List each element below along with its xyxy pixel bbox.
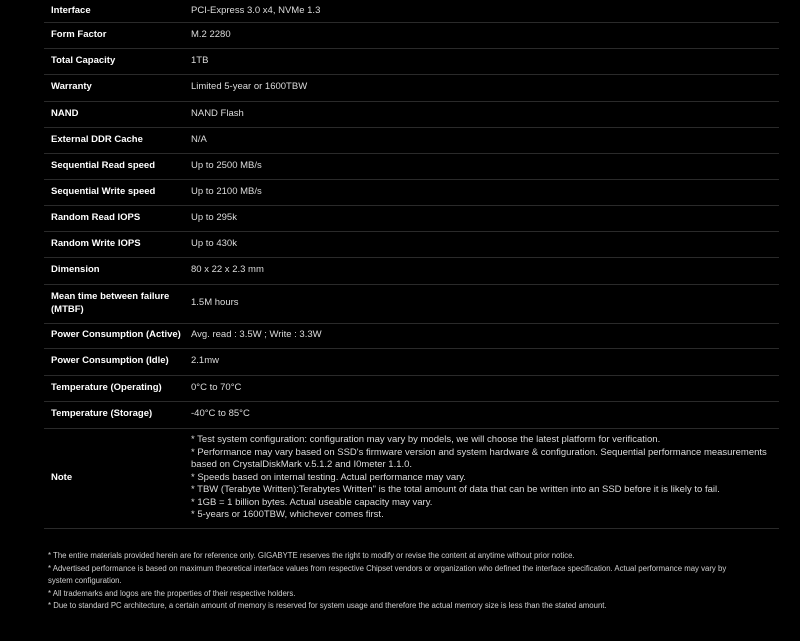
spec-value: Up to 2500 MB/s (191, 153, 779, 179)
spec-value: -40°C to 85°C (191, 401, 779, 428)
spec-row-mtbf (44, 284, 779, 323)
spec-value: 80 x 22 x 2.3 mm (191, 257, 779, 284)
spec-row-interface (44, 0, 779, 22)
spec-value: M.2 2280 (191, 22, 779, 48)
spec-label: Total Capacity (44, 48, 191, 74)
footnote: * Due to standard PC architecture, a certain amount of memory is reserved for system usage and therefore the actual memory size is less than the stated amount. (48, 601, 607, 610)
note-line: * Test system configuration: configuration may vary by models, we will choose the latest platform for verification. (191, 434, 661, 446)
spec-row-nand (44, 101, 779, 127)
footnote: * Advertised performance is based on maximum theoretical interface values from respective Chipset vendors or organization who defined the interface specification. Actual performance may vary by system configuration. (48, 563, 727, 585)
note-line: * 1GB = 1 billion bytes. Actual useable capacity may vary. (191, 496, 433, 508)
spec-label: External DDR Cache (44, 127, 191, 153)
spec-value: Limited 5-year or 1600TBW (191, 74, 779, 101)
spec-value: Up to 295k (191, 205, 779, 231)
spec-row-random-read-iops (44, 205, 779, 231)
spec-row-temperature-storage (44, 401, 779, 428)
spec-label: Interface (44, 0, 191, 22)
spec-label: Warranty (44, 74, 191, 101)
spec-row-sequential-write (44, 179, 779, 205)
footnote: * The entire materials provided herein are for reference only. GIGABYTE reserves the right to modify or revise the content at anytime without prior notice. (48, 551, 575, 560)
spec-label: Random Write IOPS (44, 231, 191, 257)
spec-label: Power Consumption (Idle) (44, 348, 191, 375)
spec-row-external-ddr-cache (44, 127, 779, 153)
spec-table (44, 0, 779, 529)
spec-value: Avg. read : 3.5W ; Write : 3.3W (191, 323, 779, 348)
spec-label: Sequential Read speed (44, 153, 191, 179)
spec-label: Sequential Write speed (44, 179, 191, 205)
spec-row-power-active (44, 323, 779, 348)
spec-value: 1TB (191, 48, 779, 74)
spec-row-sequential-read (44, 153, 779, 179)
spec-value: 1.5M hours (191, 284, 779, 323)
spec-row-note (44, 428, 779, 528)
spec-label: NAND (44, 101, 191, 127)
spec-value: N/A (191, 127, 779, 153)
spec-value: 0°C to 70°C (191, 375, 779, 401)
spec-label: Power Consumption (Active) (44, 323, 191, 348)
note-label: Note (44, 428, 191, 528)
spec-row-form-factor (44, 22, 779, 48)
note-content (191, 428, 779, 528)
spec-label: Mean time between failure (MTBF) (44, 284, 191, 323)
spec-label: Temperature (Operating) (44, 375, 191, 401)
footnote: * All trademarks and logos are the properties of their respective holders. (48, 588, 296, 598)
note-line: * Speeds based on internal testing. Actual performance may vary. (191, 471, 466, 483)
spec-value: 2.1mw (191, 348, 779, 375)
footnotes (48, 550, 748, 613)
note-line: * Performance may vary based on SSD's firmware version and system hardware & configuration. Sequential performance measurements based on CrystalDiskMark v.5.1.2 and I0meter 1.1.0. (191, 446, 767, 471)
spec-row-power-idle (44, 348, 779, 375)
spec-label: Form Factor (44, 22, 191, 48)
spec-label: Dimension (44, 257, 191, 284)
spec-value: PCI-Express 3.0 x4, NVMe 1.3 (191, 0, 779, 22)
spec-label: Random Read IOPS (44, 205, 191, 231)
spec-table-body (44, 0, 779, 528)
note-line: * 5-years or 1600TBW, whichever comes first. (191, 509, 384, 521)
spec-label: Temperature (Storage) (44, 401, 191, 428)
spec-value: NAND Flash (191, 101, 779, 127)
spec-value: Up to 430k (191, 231, 779, 257)
spec-row-total-capacity (44, 48, 779, 74)
note-line: * TBW (Terabyte Written):Terabytes Written" is the total amount of data that can be written into an SSD before it is likely to fail. (191, 484, 720, 496)
spec-row-random-write-iops (44, 231, 779, 257)
spec-row-warranty (44, 74, 779, 101)
spec-row-dimension (44, 257, 779, 284)
spec-row-temperature-operating (44, 375, 779, 401)
spec-value: Up to 2100 MB/s (191, 179, 779, 205)
